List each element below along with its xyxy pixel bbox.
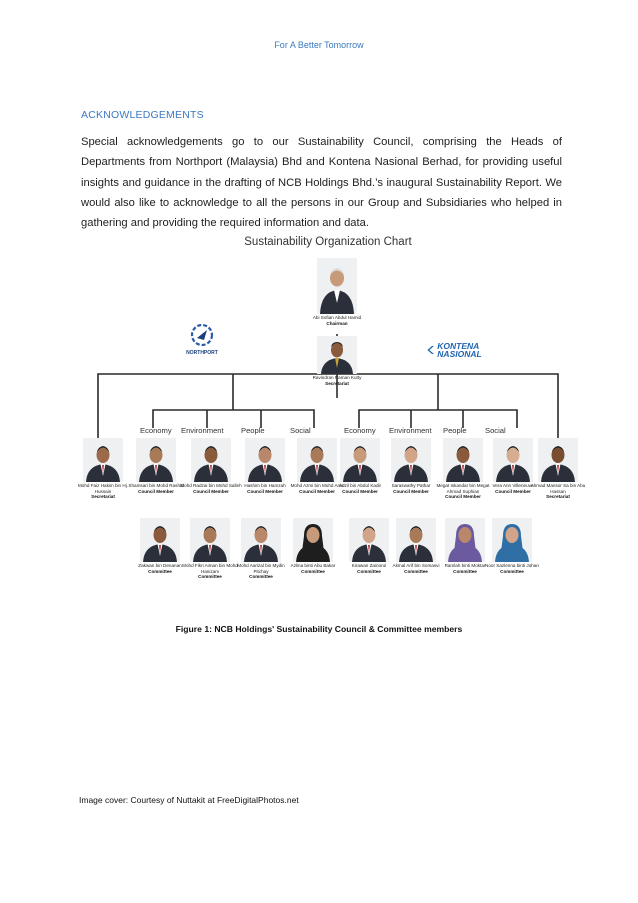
- category-label-right-people: People: [443, 426, 467, 435]
- member-name: Azlina binti Abu Bakar: [290, 563, 336, 568]
- chairman-role: Chairman: [326, 320, 348, 326]
- member-photo: [492, 518, 532, 562]
- member-photo: [140, 518, 180, 562]
- member-photo: [445, 518, 485, 562]
- member-role: Council Member: [445, 494, 481, 499]
- kontena-logo-text: KONTENA NASIONAL: [437, 341, 482, 359]
- member-role: Council Member: [393, 488, 429, 494]
- person-silhouette-icon: [136, 438, 176, 482]
- person-silhouette-icon: [391, 438, 431, 482]
- person-silhouette-icon: [241, 518, 281, 562]
- member-name: Mohd Fikri Aiman bin Mohd Hanizam: [182, 563, 238, 574]
- member-name: Noor Sazlenna binti Johan: [485, 563, 539, 568]
- chairman-name: Abi Sofian Abdul Hamid: [312, 315, 362, 320]
- person-silhouette-icon: [340, 438, 380, 482]
- member-name: Zakwan bin Denanan: [138, 563, 182, 568]
- category-label-left-people: People: [241, 426, 265, 435]
- member-name: Mohd Azmi bin Mohd Anis: [290, 483, 344, 488]
- secretariat-photo: [317, 336, 357, 374]
- person-silhouette-icon: [349, 518, 389, 562]
- member-name: Ahmad Mansor Sa bin Abu Hassan: [530, 483, 586, 494]
- member-role: Committee: [404, 568, 428, 574]
- member-role: Council Member: [247, 488, 283, 494]
- northport-logo-text: NORTHPORT: [186, 350, 218, 356]
- member-role: Committee: [500, 568, 524, 574]
- category-label-right-environment: Environment: [389, 426, 432, 435]
- member-photo: [443, 438, 483, 482]
- member-name: Mohd Radzai bin Mohd Salleh: [180, 483, 242, 488]
- member-role: Council Member: [299, 488, 335, 494]
- member-role: Committee: [357, 568, 381, 574]
- person-silhouette-icon: [445, 518, 485, 562]
- council-member-card: [527, 438, 589, 500]
- member-role: Committee: [249, 574, 273, 579]
- chairman-photo: [317, 258, 357, 314]
- member-role: Secretariat: [91, 494, 115, 499]
- person-silhouette-icon: [191, 438, 231, 482]
- member-photo: [349, 518, 389, 562]
- secretariat-role: Secretariat: [325, 380, 349, 386]
- member-photo: [191, 438, 231, 482]
- member-name: Vera Ann Villeneuve: [492, 483, 534, 488]
- chart-title: Sustainability Organization Chart: [244, 236, 412, 248]
- category-label-left-economy: Economy: [140, 426, 172, 435]
- member-role: Council Member: [342, 488, 378, 494]
- member-role: Council Member: [193, 488, 229, 494]
- person-silhouette-icon: [538, 438, 578, 482]
- member-photo: [396, 518, 436, 562]
- kontena-nasional-logo: [426, 342, 496, 358]
- member-photo: [241, 518, 281, 562]
- person-silhouette-icon: [317, 258, 357, 314]
- member-name: Saraswathy Pathar: [391, 483, 431, 488]
- member-role: Committee: [198, 574, 222, 579]
- member-name: Ramlah binti Moktar: [444, 563, 486, 568]
- intro-paragraph: Special acknowledgements go to our Sustainability Council, comprising the Heads of Departments from Northport (Malaysia) Bhd and Kontena Nasional Berhad, for providing useful insights and guidance in the drafting of NCB Holdings Bhd.’s inaugural Sustainability Report. We would also like to acknowledge to all the persons in our Group and Subsidiaries who helped in gathering and providing the required information and data.: [81, 136, 562, 230]
- figure-caption: Figure 1: NCB Holdings' Sustainability Council & Committee members: [175, 624, 463, 634]
- secretariat: [306, 336, 368, 386]
- member-photo: [245, 438, 285, 482]
- member-photo: [340, 438, 380, 482]
- member-photo: [83, 438, 123, 482]
- person-silhouette-icon: [443, 438, 483, 482]
- member-photo: [190, 518, 230, 562]
- northport-emblem-icon: [187, 320, 217, 350]
- footer-credit: Image cover: Courtesy of Nuttakit at FreeDigitalPhotos.net: [79, 795, 299, 805]
- member-role: Committee: [453, 568, 477, 574]
- member-role: Council Member: [495, 488, 531, 494]
- member-role: Committee: [148, 568, 172, 574]
- member-name: Adzil bin Abdul Kadir: [338, 483, 382, 488]
- category-label-right-social: Social: [485, 426, 506, 435]
- section-heading: ACKNOWLEDGEMENTS: [81, 109, 204, 121]
- member-name: Mohd Faiz Hakim bin Hj. Hussain: [77, 483, 129, 494]
- person-silhouette-icon: [317, 336, 357, 374]
- person-silhouette-icon: [140, 518, 180, 562]
- category-label-left-social: Social: [290, 426, 311, 435]
- member-name: Kirawan Zainorul: [351, 563, 387, 568]
- member-photo: [538, 438, 578, 482]
- member-photo: [136, 438, 176, 482]
- member-photo: [293, 518, 333, 562]
- committee-member-card: [282, 518, 344, 574]
- secretariat-name: Ravindran Raman Kutty: [312, 375, 362, 380]
- chairman: [306, 258, 368, 326]
- member-role: Secretariat: [546, 494, 570, 499]
- member-name: Shamsari bin Mohd Rashid: [128, 483, 184, 488]
- member-name: Hashim bin Hamzah: [244, 483, 286, 488]
- member-name: Megat Iskandar bin Megat Ahmad Suphian: [436, 483, 490, 494]
- council-member-card: [125, 438, 187, 494]
- person-silhouette-icon: [492, 518, 532, 562]
- category-label-right-economy: Economy: [344, 426, 376, 435]
- person-silhouette-icon: [190, 518, 230, 562]
- member-role: Committee: [301, 568, 325, 574]
- member-name: Mohd Aarizal bin Mydin Pitchay: [237, 563, 285, 574]
- person-silhouette-icon: [245, 438, 285, 482]
- category-label-left-environment: Environment: [181, 426, 224, 435]
- member-photo: [391, 438, 431, 482]
- council-member-card: [180, 438, 242, 494]
- member-role: Council Member: [138, 488, 174, 494]
- person-silhouette-icon: [293, 518, 333, 562]
- person-silhouette-icon: [396, 518, 436, 562]
- committee-member-card: [481, 518, 543, 574]
- kontena-chevron-icon: [426, 343, 435, 357]
- person-silhouette-icon: [83, 438, 123, 482]
- page-header: For A Better Tomorrow: [274, 40, 364, 50]
- org-chart: [77, 236, 586, 608]
- member-name: Akmal Arif bin Somasvi: [392, 563, 440, 568]
- northport-logo: [180, 320, 224, 356]
